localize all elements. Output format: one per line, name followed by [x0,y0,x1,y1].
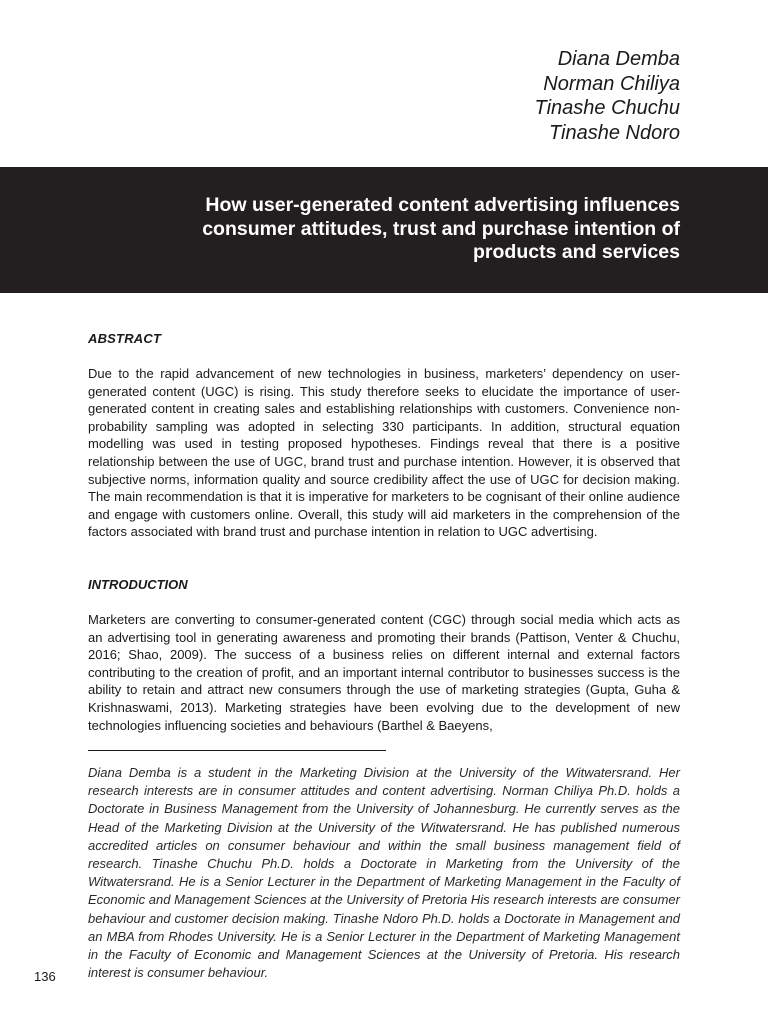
author-footnote: Diana Demba is a student in the Marketing Division at the University of the Witwatersrand. Her research interests are in consumer attitudes and content advertising. Norman Chiliya Ph.D. holds a Doctorate in Business Management from the University of Johannesburg. He currently serves as the Head of the Marketing Division at the University of the Witwatersrand. He has published numerous accredited articles on consumer behaviour and within the small business management field of research. Tinashe Chuchu Ph.D. holds a Doctorate in Marketing from the University of the Witwatersrand. He is a Senior Lecturer in the Department of Marketing Management in the Faculty of Economic and Management Sciences at the University of Pretoria His research interests are consumer behaviour and customer decision making. Tinashe Ndoro Ph.D. holds a Doctorate in Management and an MBA from Rhodes University. He is a Senior Lecturer in the Department of Marketing Management in the Faculty of Economic and Management Sciences at the University of Pretoria. His research interest is consumer behaviour. [88,765,680,981]
author-name: Norman Chiliya [543,72,680,95]
author-name: Diana Demba [557,48,680,70]
author-name: Tinashe Ndoro [548,121,680,144]
footnote-divider [88,750,386,751]
introduction-text: Marketers are converting to consumer-generated content (CGC) through social media which acts as an advertising tool in generating awareness and promoting their brands (Pattison, Venter & Chuchu, 2016; Shao, 2009). The success of a business relies on different internal and external factors contributing to the creation of profit, and an important internal contributor to businesses success is the ability to retain and attract new consumers through the use of marketing strategies (Gupta, Guha & Krishnaswami, 2013). Marketing strategies have been evolving due to the development of new technologies influencing societies and behaviours (Barthel & Baeyens, [88,612,680,733]
abstract-text: Due to the rapid advancement of new technologies in business, marketers’ dependency on user-generated content (UGC) is rising. This study therefore seeks to elucidate the importance of user-generated content in creating sales and establishing relationships with customers. Convenience non-probability sampling was adopted in selecting 330 participants. In addition, structural equation modelling was used in testing proposed hypotheses. Findings reveal that there is a positive relationship between the use of UGC, brand trust and purchase intention. However, it is observed that subjective norms, information quality and source credibility affect the use of UGC for decision making. The main recommendation is that it is imperative for marketers to be cognisant of their online audience and engage with customers online. Overall, this study will aid marketers in the comprehension of the factors associated with brand trust and purchase intention in relation to UGC advertising. [88,366,680,540]
page-number: 136 [34,969,56,984]
author-list [535,47,680,145]
article-title: How user-generated content advertising influences consumer attitudes, trust and purchase intention of products and services [202,194,680,263]
abstract-heading: ABSTRACT [88,331,162,346]
author-name: Tinashe Chuchu [534,97,680,119]
introduction-heading: INTRODUCTION [88,577,188,592]
